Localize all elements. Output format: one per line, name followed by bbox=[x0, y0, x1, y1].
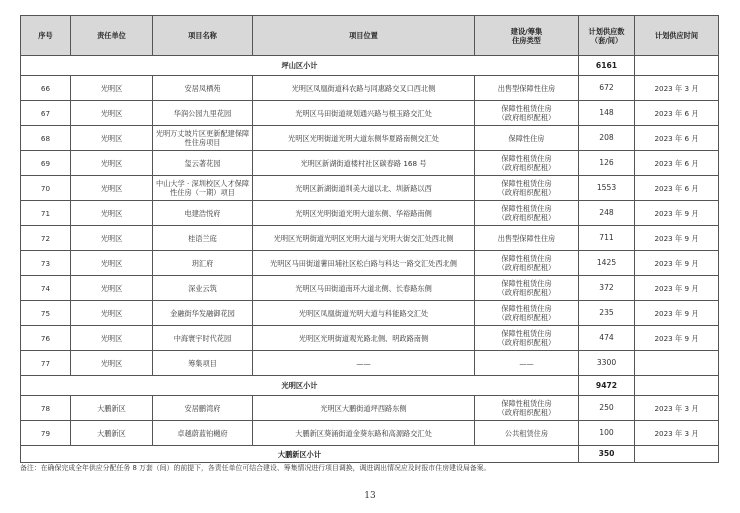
planned-time: 2023 年 3 月 bbox=[635, 76, 719, 101]
responsible-unit: 光明区 bbox=[71, 76, 153, 101]
project-location: 大鹏新区葵涌街道金葵东路和高源路交汇处 bbox=[253, 421, 475, 446]
row-number: 76 bbox=[21, 326, 71, 351]
row-number: 66 bbox=[21, 76, 71, 101]
row-number: 78 bbox=[21, 396, 71, 421]
planned-quantity: 711 bbox=[579, 226, 635, 251]
empty-cell bbox=[635, 376, 719, 396]
header-cell: 责任单位 bbox=[71, 16, 153, 56]
responsible-unit: 光明区 bbox=[71, 151, 153, 176]
subtotal-label: 光明区小计 bbox=[21, 376, 579, 396]
project-location: 光明区新湖街道圳美大道以北、圳新路以西 bbox=[253, 176, 475, 201]
housing-type: 公共租赁住房 bbox=[475, 421, 579, 446]
row-number: 79 bbox=[21, 421, 71, 446]
responsible-unit: 光明区 bbox=[71, 101, 153, 126]
project-name: 中山大学 · 深圳校区人才保障性住房（一期）项目 bbox=[153, 176, 253, 201]
planned-time: 2023 年 9 月 bbox=[635, 301, 719, 326]
row-number: 71 bbox=[21, 201, 71, 226]
project-location: 光明区光明街道观光路北侧、明政路南侧 bbox=[253, 326, 475, 351]
project-location: 光明区马田街道薯田埔社区松白路与科达一路交汇处西北侧 bbox=[253, 251, 475, 276]
table-row bbox=[21, 276, 719, 301]
housing-type: 保障性租赁住房 （政府组织配租） bbox=[475, 151, 579, 176]
table-row bbox=[21, 301, 719, 326]
subtotal-value: 350 bbox=[579, 446, 635, 463]
housing-type: 保障性租赁住房 （政府组织配租） bbox=[475, 301, 579, 326]
planned-time bbox=[635, 351, 719, 376]
responsible-unit: 光明区 bbox=[71, 251, 153, 276]
table-row bbox=[21, 421, 719, 446]
project-location: 光明区光明街道光明大道东侧华夏路南侧交汇处 bbox=[253, 126, 475, 151]
housing-type: 保障性住房 bbox=[475, 126, 579, 151]
planned-quantity: 208 bbox=[579, 126, 635, 151]
housing-type: 保障性租赁住房 （政府组织配租） bbox=[475, 251, 579, 276]
planned-quantity: 372 bbox=[579, 276, 635, 301]
responsible-unit: 光明区 bbox=[71, 301, 153, 326]
responsible-unit: 光明区 bbox=[71, 276, 153, 301]
project-name: 桂语兰庭 bbox=[153, 226, 253, 251]
housing-type: 保障性租赁住房 （政府组织配租） bbox=[475, 326, 579, 351]
planned-time: 2023 年 9 月 bbox=[635, 251, 719, 276]
header-cell: 项目位置 bbox=[253, 16, 475, 56]
responsible-unit: 光明区 bbox=[71, 351, 153, 376]
planned-time: 2023 年 9 月 bbox=[635, 276, 719, 301]
page-number: 13 bbox=[364, 491, 376, 501]
header-cell: 序号 bbox=[21, 16, 71, 56]
subtotal-row-guangming bbox=[21, 376, 719, 396]
housing-type: 保障性租赁住房 （政府组织配租） bbox=[475, 101, 579, 126]
row-number: 70 bbox=[21, 176, 71, 201]
planned-time: 2023 年 9 月 bbox=[635, 226, 719, 251]
planned-time: 2023 年 6 月 bbox=[635, 151, 719, 176]
planned-time: 2023 年 6 月 bbox=[635, 101, 719, 126]
project-location: 光明区新湖街道楼村社区碳春路 168 号 bbox=[253, 151, 475, 176]
housing-type: 保障性租赁住房 （政府组织配租） bbox=[475, 276, 579, 301]
project-location: —— bbox=[253, 351, 475, 376]
table-row bbox=[21, 151, 719, 176]
project-location: 光明区光明街道光明区光明大道与光明大街交汇处西北侧 bbox=[253, 226, 475, 251]
subtotal-label: 大鹏新区小计 bbox=[21, 446, 579, 463]
table-header-row bbox=[21, 16, 719, 56]
project-location: 光明区大鹏街道坪西路东侧 bbox=[253, 396, 475, 421]
project-name: 深业云筑 bbox=[153, 276, 253, 301]
planned-quantity: 148 bbox=[579, 101, 635, 126]
project-name: 光明万丈坡片区更新配建保障性住房项目 bbox=[153, 126, 253, 151]
planned-quantity: 100 bbox=[579, 421, 635, 446]
row-number: 69 bbox=[21, 151, 71, 176]
planned-time: 2023 年 6 月 bbox=[635, 126, 719, 151]
row-number: 68 bbox=[21, 126, 71, 151]
table-row bbox=[21, 396, 719, 421]
planned-quantity: 1425 bbox=[579, 251, 635, 276]
planned-quantity: 672 bbox=[579, 76, 635, 101]
responsible-unit: 光明区 bbox=[71, 201, 153, 226]
planned-time: 2023 年 9 月 bbox=[635, 201, 719, 226]
housing-type: 保障性租赁住房 （政府组织配租） bbox=[475, 176, 579, 201]
planned-quantity: 474 bbox=[579, 326, 635, 351]
responsible-unit: 光明区 bbox=[71, 176, 153, 201]
project-name: 电建浩悦府 bbox=[153, 201, 253, 226]
planned-quantity: 126 bbox=[579, 151, 635, 176]
row-number: 67 bbox=[21, 101, 71, 126]
table-row bbox=[21, 226, 719, 251]
table-row bbox=[21, 126, 719, 151]
subtotal-value: 6161 bbox=[579, 56, 635, 76]
subtotal-row-dapeng bbox=[21, 446, 719, 463]
empty-cell bbox=[635, 446, 719, 463]
project-name: 玺云著花园 bbox=[153, 151, 253, 176]
table-row bbox=[21, 201, 719, 226]
header-cell: 建设/筹集 住房类型 bbox=[475, 16, 579, 56]
project-name: 华润公园九里花园 bbox=[153, 101, 253, 126]
project-name: 安居鹏湾府 bbox=[153, 396, 253, 421]
row-number: 74 bbox=[21, 276, 71, 301]
planned-time: 2023 年 6 月 bbox=[635, 176, 719, 201]
responsible-unit: 光明区 bbox=[71, 126, 153, 151]
planned-quantity: 235 bbox=[579, 301, 635, 326]
project-name: 安居凤栖苑 bbox=[153, 76, 253, 101]
table-row bbox=[21, 76, 719, 101]
planned-quantity: 1553 bbox=[579, 176, 635, 201]
responsible-unit: 光明区 bbox=[71, 326, 153, 351]
project-name: 金融街华发融御花园 bbox=[153, 301, 253, 326]
row-number: 73 bbox=[21, 251, 71, 276]
project-location: 光明区凤凰街道光明大道与科能路交汇处 bbox=[253, 301, 475, 326]
housing-type: 保障性租赁住房 （政府组织配租） bbox=[475, 396, 579, 421]
project-name: 中海寰宇时代花园 bbox=[153, 326, 253, 351]
planned-quantity: 3300 bbox=[579, 351, 635, 376]
planned-time: 2023 年 3 月 bbox=[635, 396, 719, 421]
subtotal-value: 9472 bbox=[579, 376, 635, 396]
housing-type: 出售型保障性住房 bbox=[475, 76, 579, 101]
subtotal-row-pingshan bbox=[21, 56, 719, 76]
subtotal-label: 坪山区小计 bbox=[21, 56, 579, 76]
header-cell: 项目名称 bbox=[153, 16, 253, 56]
table-row bbox=[21, 101, 719, 126]
responsible-unit: 光明区 bbox=[71, 226, 153, 251]
responsible-unit: 大鹏新区 bbox=[71, 421, 153, 446]
housing-type: 保障性租赁住房 （政府组织配租） bbox=[475, 201, 579, 226]
project-location: 光明区光明街道光明大道东侧、华裕路南侧 bbox=[253, 201, 475, 226]
project-name: 卓越蔚蓝铂樾府 bbox=[153, 421, 253, 446]
table-row bbox=[21, 176, 719, 201]
table-row bbox=[21, 326, 719, 351]
planned-time: 2023 年 9 月 bbox=[635, 326, 719, 351]
row-number: 72 bbox=[21, 226, 71, 251]
planned-quantity: 248 bbox=[579, 201, 635, 226]
project-location: 光明区马田街道南环大道北侧、长春路东侧 bbox=[253, 276, 475, 301]
housing-type: 出售型保障性住房 bbox=[475, 226, 579, 251]
planned-time: 2023 年 3 月 bbox=[635, 421, 719, 446]
table-row bbox=[21, 251, 719, 276]
footnote: 备注：在确保完成全年供应分配任务 8 万套（间）的前提下，各责任单位可结合建设、筹集情况进行项目调换，调进调出情况应及时报市住房建设局备案。 bbox=[20, 464, 491, 472]
responsible-unit: 大鹏新区 bbox=[71, 396, 153, 421]
header-cell: 计划供应数 （套/间） bbox=[579, 16, 635, 56]
housing-supply-table bbox=[20, 15, 719, 463]
header-cell: 计划供应时间 bbox=[635, 16, 719, 56]
planned-quantity: 250 bbox=[579, 396, 635, 421]
empty-cell bbox=[635, 56, 719, 76]
project-location: 光明区凤凰街道科农路与同惠路交叉口西北侧 bbox=[253, 76, 475, 101]
row-number: 75 bbox=[21, 301, 71, 326]
project-location: 光明区马田街道规划通兴路与根玉路交汇处 bbox=[253, 101, 475, 126]
housing-type: —— bbox=[475, 351, 579, 376]
table-row bbox=[21, 351, 719, 376]
row-number: 77 bbox=[21, 351, 71, 376]
project-name: 筹集项目 bbox=[153, 351, 253, 376]
project-name: 玥汇府 bbox=[153, 251, 253, 276]
